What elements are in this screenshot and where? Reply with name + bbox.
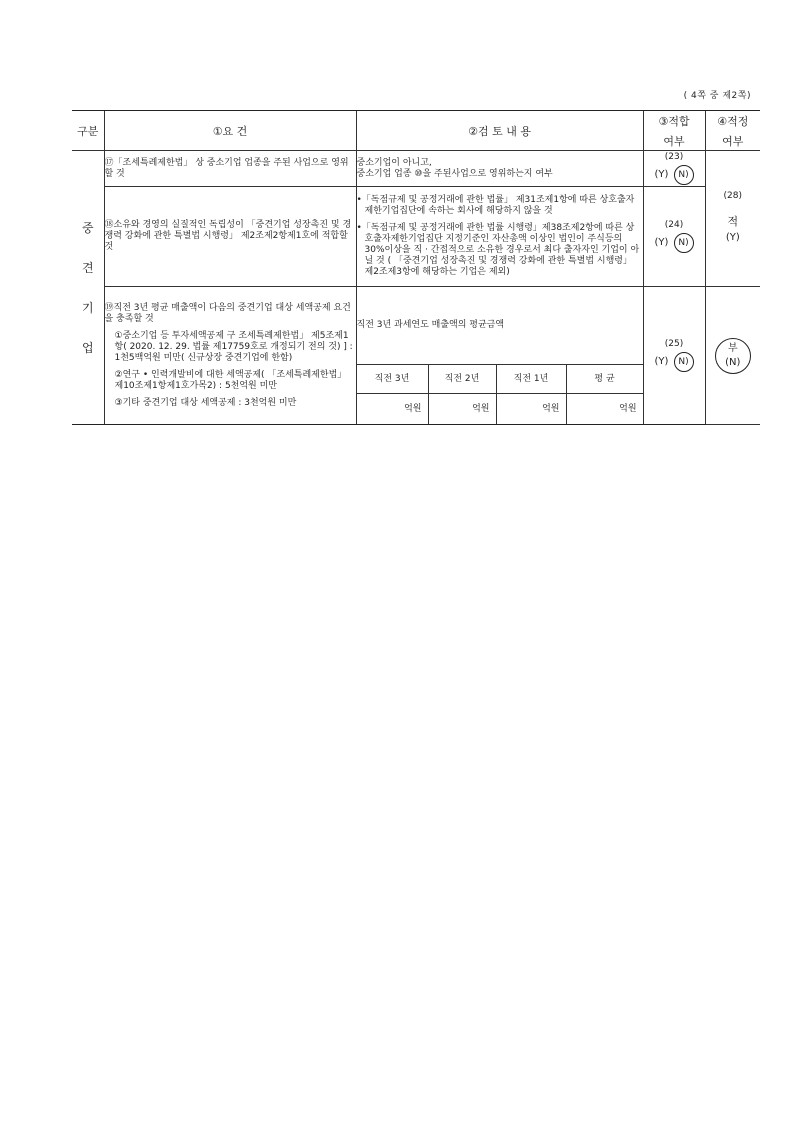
header-fit-line1: ③적합 [658, 114, 690, 128]
fit-no-circled: N) [674, 233, 694, 253]
requirement-industry: ⑰「조세특례제한법」 상 중소기업 업종을 주된 사업으로 영위할 것 [104, 151, 356, 187]
header-proper-line2: 여부 [722, 134, 744, 148]
header-fit [643, 111, 705, 151]
header-review: ②검 토 내 용 [356, 111, 643, 151]
proper-no-label: 부 [727, 342, 738, 354]
header-category: 구분 [72, 111, 104, 151]
group-midsize-enterprise [72, 151, 104, 425]
year-3: 직전 3년 [356, 365, 428, 394]
amount-year-2[interactable]: 억원 [428, 394, 496, 425]
group-char: 기 [81, 300, 94, 315]
fit-independence[interactable] [643, 187, 705, 287]
fit-number: (24) [664, 220, 684, 230]
header-row [72, 111, 760, 151]
page-label: ( 4쪽 중 제2쪽) [683, 91, 751, 101]
fit-revenue[interactable] [643, 287, 705, 425]
review-form [72, 110, 760, 425]
review-independence-item2: •「독점규제 및 공정거래에 관한 법률 시행령」제38조제2항에 따른 상호출자제한기업집단 지정기준인 자산총액 이상인 법인이 주식등의 30%이상을 직 · 간접적으로 소유한 경우로서 최다 출자자인 기업이 아닐 것 ( 「중견기업 성장촉진 및 경쟁력 강화에 관한 특별법 시행령」 제2조제3항에 해당하는 기업은 제외) [356, 223, 640, 277]
fit-yes: (Y) [654, 356, 669, 367]
proper-no-yn: (N) [725, 356, 741, 368]
header-proper [705, 111, 760, 151]
requirement-revenue-intro: ⑲직전 3년 평균 매출액이 다음의 중견기업 대상 세액공제 요건을 충족할 것 [104, 302, 351, 324]
fit-yes: (Y) [654, 237, 669, 248]
review-independence-item1: •「독점규제 및 공정거래에 관한 법률」 제31조제1항에 따른 상호출자제한기업집단에 속하는 회사에 해당하지 않을 것 [356, 195, 635, 216]
year-average: 평 균 [566, 365, 643, 394]
requirement-row-revenue [72, 287, 760, 365]
requirement-revenue-item3: ③기타 중견기업 대상 세액공제 : 3천억원 미만 [114, 397, 297, 408]
proper-label: 적 [727, 214, 739, 228]
fit-number: (23) [664, 152, 684, 162]
year-2: 직전 2년 [428, 365, 496, 394]
amount-year-1[interactable]: 억원 [496, 394, 566, 425]
fit-yes: (Y) [654, 169, 669, 180]
review-independence [356, 187, 643, 287]
requirement-revenue-item2: ②연구 • 인력개발비에 대한 세액공제( 「조세특례제한법」 제10조제1항제1호가목2) : 5천억원 미만 [114, 369, 347, 391]
amount-year-3[interactable]: 억원 [356, 394, 428, 425]
group-char: 견 [81, 260, 94, 275]
review-industry [356, 151, 643, 187]
header-requirement: ①요 건 [104, 111, 356, 151]
requirement-revenue-item1: ①중소기업 등 투자세액공제 구 조세특례제한법」 제5조제1항( 2020. 12. 29. 법률 제17759호로 개정되기 전의 것) ] : 1천5백억원 미만( 신규상장 중견기업에 한함) [114, 330, 353, 363]
amount-average[interactable]: 억원 [566, 394, 643, 425]
fit-number: (25) [664, 339, 684, 349]
proper-no-circled [715, 338, 751, 374]
fit-no-circled: N) [674, 352, 694, 372]
proper-number: (28) [723, 190, 743, 201]
requirement-independence: ⑱소유와 경영의 실질적인 독립성이 「중견기업 성장촉진 및 경쟁력 강화에 관한 특별법 시행령」 제2조제2항제1호에 적합할 것 [104, 187, 356, 287]
year-1: 직전 1년 [496, 365, 566, 394]
group-char: 중 [81, 220, 94, 235]
review-industry-line2: 중소기업 업종 ⑩을 주된사업으로 영위하는지 여부 [356, 168, 553, 179]
header-proper-line1: ④적정 [717, 114, 749, 128]
proper-top[interactable] [705, 151, 760, 287]
requirement-row-independence [72, 187, 760, 287]
header-fit-line2: 여부 [663, 134, 685, 148]
review-industry-line1: 중소기업이 아니고, [356, 157, 432, 168]
requirement-row-industry [72, 151, 760, 187]
fit-no-circled: N) [674, 165, 694, 185]
review-revenue-title: 직전 3년 과세연도 매출액의 평균금액 [356, 287, 643, 365]
proper-yes: (Y) [725, 231, 740, 243]
requirement-revenue [104, 287, 356, 425]
group-char: 업 [81, 340, 94, 355]
fit-industry[interactable] [643, 151, 705, 187]
review-table [72, 110, 760, 425]
proper-bottom[interactable] [705, 287, 760, 425]
